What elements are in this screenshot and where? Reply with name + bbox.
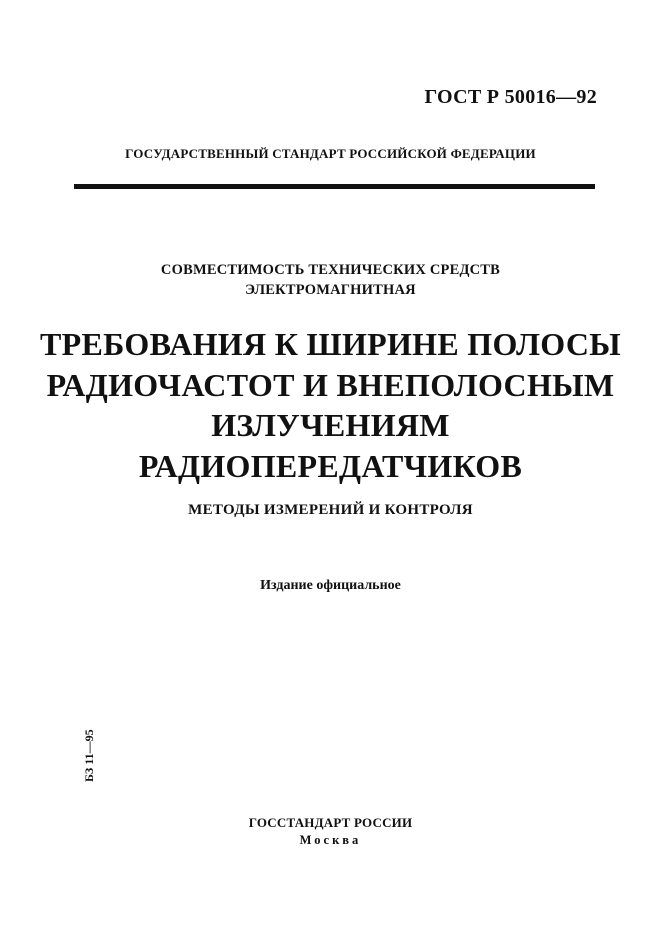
header-divider [74, 184, 595, 189]
side-code: БЗ 11—95 [82, 729, 96, 782]
gost-number: ГОСТ Р 50016—92 [424, 86, 597, 108]
subtitle-line-1: СОВМЕСТИМОСТЬ ТЕХНИЧЕСКИХ СРЕДСТВ [160, 262, 501, 278]
subtitle-line-2: ЭЛЕКТРОМАГНИТНАЯ [245, 282, 416, 298]
title-line-1: ТРЕБОВАНИЯ К ШИРИНЕ ПОЛОСЫ [40, 326, 621, 362]
methods-subtitle: МЕТОДЫ ИЗМЕРЕНИЙ И КОНТРОЛЯ [188, 502, 473, 518]
publisher-city: Москва [299, 833, 362, 847]
title-line-2: РАДИОЧАСТОТ И ВНЕПОЛОСНЫМ [46, 367, 615, 403]
title-line-4: РАДИОПЕРЕДАТЧИКОВ [138, 448, 523, 484]
edition-label: Издание официальное [260, 578, 401, 593]
title-line-3: ИЗЛУЧЕНИЯМ [211, 407, 450, 443]
state-standard-heading: ГОСУДАРСТВЕННЫЙ СТАНДАРТ РОССИЙСКОЙ ФЕДЕРАЦИИ [125, 146, 536, 161]
publisher: ГОССТАНДАРТ РОССИИ [248, 815, 413, 830]
